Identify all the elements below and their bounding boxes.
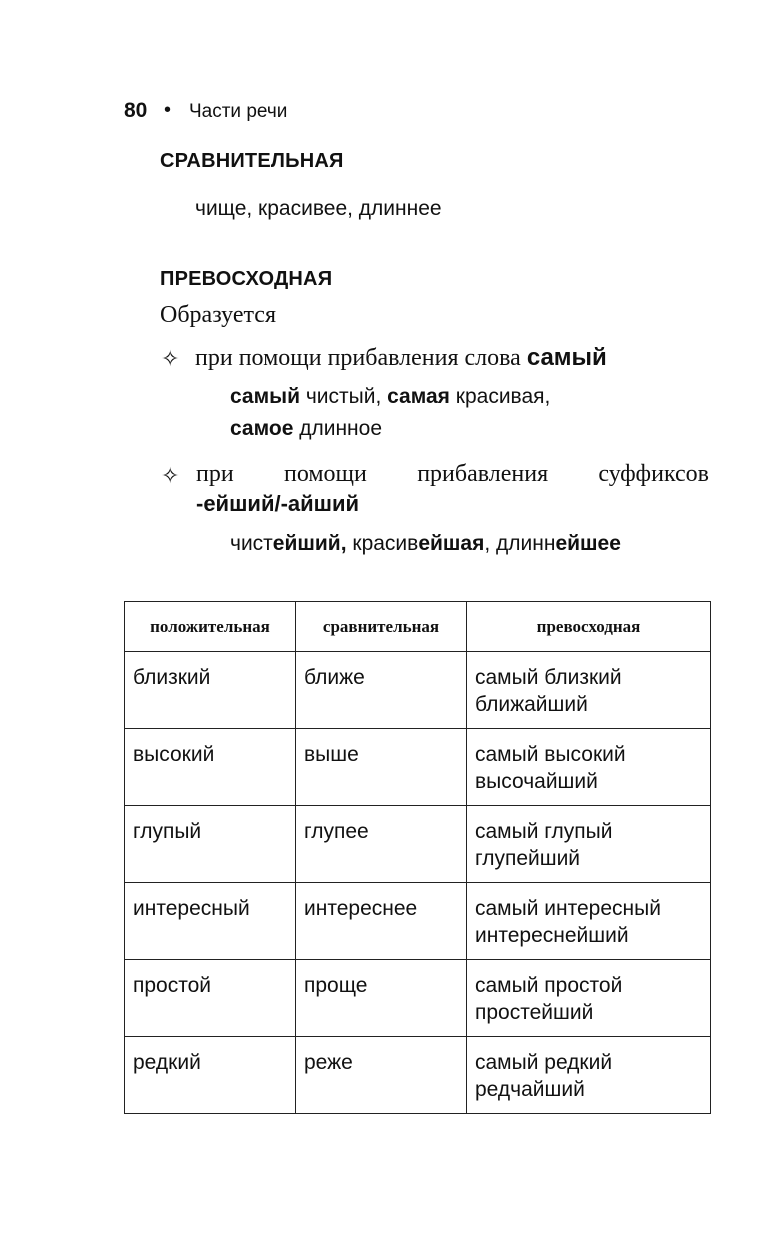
header-bullet: • <box>164 99 172 121</box>
cell-comparative: интереснее <box>296 883 467 960</box>
cell-positive: высокий <box>125 729 296 806</box>
header-superlative: превосходная <box>467 602 711 652</box>
superlative-synthetic: глупейший <box>475 847 581 870</box>
table-row <box>125 806 711 883</box>
method-1-text <box>195 344 607 372</box>
cell-comparative: глупее <box>296 806 467 883</box>
example-suffix: ейшее <box>555 532 621 555</box>
table-row <box>125 652 711 729</box>
method-1-example-line-2 <box>230 417 382 441</box>
superlative-analytic: самый простой <box>475 974 623 997</box>
comparative-example: чище, красивее, длиннее <box>195 197 442 220</box>
superlative-synthetic: редчайший <box>475 1078 585 1101</box>
method-2-description <box>196 461 709 488</box>
superlative-synthetic: высочайший <box>475 770 598 793</box>
method-2-suffixes: -ейший/-айший <box>196 491 360 516</box>
superlative-analytic: самый высокий <box>475 743 626 766</box>
running-title: Части речи <box>189 101 288 122</box>
example-word-bold: самая <box>387 385 450 408</box>
superlative-analytic: самый интересный <box>475 897 661 920</box>
method-2-example <box>230 532 621 556</box>
cell-superlative <box>467 960 711 1037</box>
superlative-synthetic: интереснейший <box>475 924 629 947</box>
table-row <box>125 1037 711 1114</box>
superlative-synthetic: простейший <box>475 1001 594 1024</box>
example-stem: , длинн <box>484 532 556 555</box>
header-positive: положительная <box>125 602 296 652</box>
superlative-synthetic: ближайший <box>475 693 588 716</box>
cell-positive: простой <box>125 960 296 1037</box>
cell-superlative <box>467 883 711 960</box>
example-word: красивая, <box>449 385 551 408</box>
example-word: чистый, <box>300 385 388 408</box>
example-suffix: ейшая <box>418 532 485 555</box>
cell-positive: близкий <box>125 652 296 729</box>
table-row <box>125 729 711 806</box>
cell-comparative: ближе <box>296 652 467 729</box>
method-1-example-line-1 <box>230 385 550 409</box>
example-word-bold: самое <box>230 417 294 440</box>
method-2-word: помощи <box>283 461 367 487</box>
superlative-intro: Образуется <box>160 302 276 328</box>
header-comparative: сравнительная <box>296 602 467 652</box>
example-suffix: ейший, <box>272 532 347 555</box>
star-bullet-icon: ✧ <box>161 463 180 488</box>
cell-superlative <box>467 1037 711 1114</box>
superlative-analytic: самый глупый <box>475 820 613 843</box>
cell-comparative: реже <box>296 1037 467 1114</box>
superlative-analytic: самый редкий <box>475 1051 613 1074</box>
method-2-word: прибавления <box>417 461 549 487</box>
example-stem: чист <box>230 532 273 555</box>
method-2-word: суффиксов <box>598 461 709 487</box>
cell-positive: интересный <box>125 883 296 960</box>
table-row <box>125 960 711 1037</box>
cell-superlative <box>467 806 711 883</box>
cell-superlative <box>467 729 711 806</box>
cell-positive: редкий <box>125 1037 296 1114</box>
method-2-word: при <box>196 461 234 487</box>
example-word: длинное <box>293 417 383 440</box>
method-1-description: при помощи прибавления слова <box>195 345 527 371</box>
cell-superlative <box>467 652 711 729</box>
degrees-table <box>124 601 711 1114</box>
example-stem: красив <box>346 532 419 555</box>
superlative-analytic: самый близкий <box>475 666 622 689</box>
example-word-bold: самый <box>230 385 300 408</box>
superlative-title: ПРЕВОСХОДНАЯ <box>160 268 333 290</box>
cell-positive: глупый <box>125 806 296 883</box>
star-bullet-icon: ✧ <box>161 346 180 371</box>
page-number: 80 <box>124 99 148 122</box>
table-header-row <box>125 602 711 652</box>
table-row <box>125 883 711 960</box>
cell-comparative: выше <box>296 729 467 806</box>
method-1-keyword: самый <box>526 344 607 371</box>
cell-comparative: проще <box>296 960 467 1037</box>
comparative-title: СРАВНИТЕЛЬНАЯ <box>160 150 344 172</box>
